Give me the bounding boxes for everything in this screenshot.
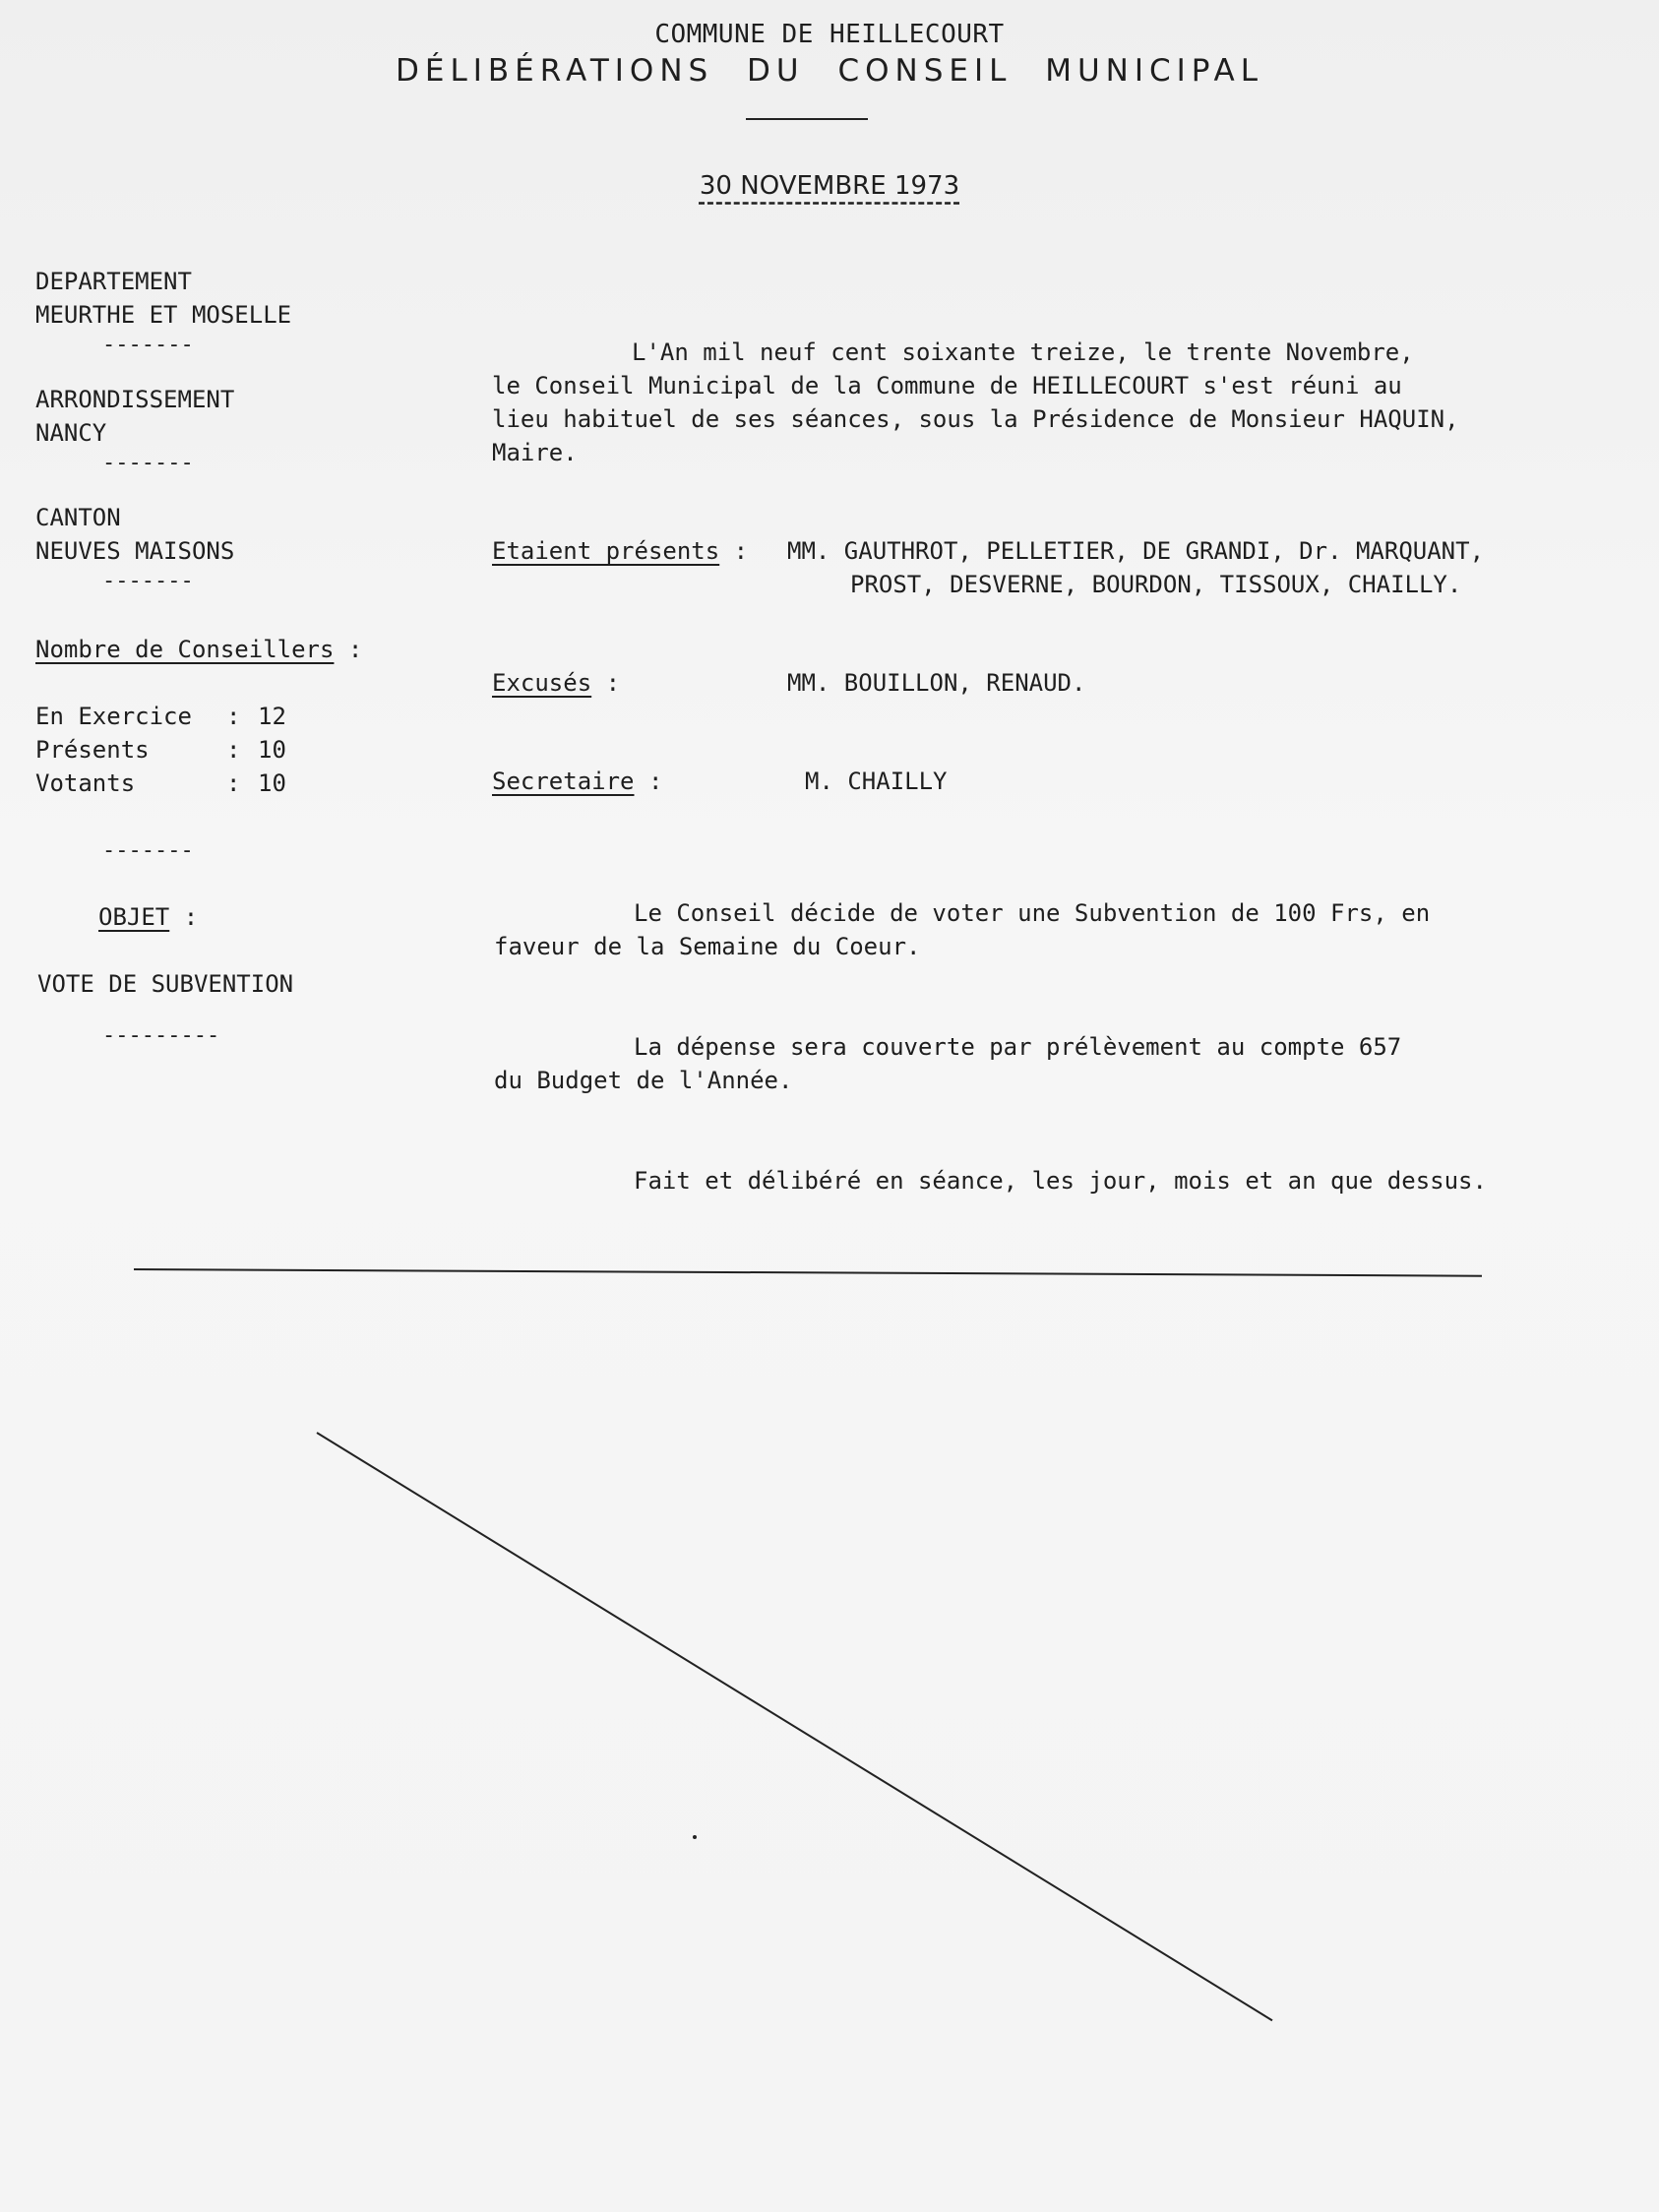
separator: ------- <box>102 451 194 475</box>
presents-names: PROST, DESVERNE, BOURDON, TISSOUX, CHAILLY. <box>850 571 1462 598</box>
secretaire-heading <box>492 768 662 795</box>
intro-line: lieu habituel de ses séances, sous la Présidence de Monsieur HAQUIN, <box>492 405 1459 433</box>
count-colon: : <box>226 736 241 764</box>
excuses-label: Excusés <box>492 669 592 697</box>
count-votants-value: 10 <box>258 769 286 797</box>
count-en-exercice-value: 12 <box>258 703 286 730</box>
count-presents-value: 10 <box>258 736 286 764</box>
canton-value: NEUVES MAISONS <box>35 537 235 565</box>
cancellation-stroke <box>316 1432 1272 2021</box>
decision-line: Le Conseil décide de voter une Subvention de 100 Frs, en <box>634 899 1431 927</box>
presents-label: Etaient présents <box>492 537 720 565</box>
secretaire-label: Secretaire <box>492 768 635 795</box>
canton-label: CANTON <box>35 504 121 531</box>
arrondissement-label: ARRONDISSEMENT <box>35 386 235 413</box>
intro-line: le Conseil Municipal de la Commune de HEILLECOURT s'est réuni au <box>492 372 1402 399</box>
depense-line: du Budget de l'Année. <box>494 1067 793 1094</box>
ink-dot <box>693 1835 697 1839</box>
count-votants-label: Votants <box>35 769 136 797</box>
intro-line: L'An mil neuf cent soixante treize, le trente Novembre, <box>632 338 1414 366</box>
header-divider <box>746 118 868 120</box>
conseillers-label: Nombre de Conseillers <box>35 636 335 663</box>
count-colon: : <box>226 703 241 730</box>
intro-line: Maire. <box>492 439 578 466</box>
presents-heading <box>492 537 748 565</box>
presents-names: MM. GAUTHROT, PELLETIER, DE GRANDI, Dr. MARQUANT, <box>787 537 1485 565</box>
objet-value: VOTE DE SUBVENTION <box>37 970 294 998</box>
departement-value: MEURTHE ET MOSELLE <box>35 301 292 329</box>
session-date-text: 30 NOVEMBRE 1973 <box>699 171 960 201</box>
presents-colon: : <box>733 537 749 565</box>
count-colon: : <box>226 769 241 797</box>
separator: ------- <box>102 569 194 593</box>
excuses-heading <box>492 669 620 697</box>
separator: ------- <box>102 838 194 863</box>
excuses-colon: : <box>605 669 621 697</box>
commune-name: COMMUNE DE HEILLECOURT <box>654 20 1005 49</box>
separator: --------- <box>102 1023 220 1048</box>
arrondissement-value: NANCY <box>35 419 107 447</box>
departement-label: DEPARTEMENT <box>35 268 192 295</box>
conseillers-heading <box>35 636 362 663</box>
secretaire-colon: : <box>647 768 663 795</box>
objet-colon: : <box>183 903 199 931</box>
secretaire-name: M. CHAILLY <box>805 768 948 795</box>
excuses-names: MM. BOUILLON, RENAUD. <box>787 669 1086 697</box>
document-title: DÉLIBÉRATIONS DU CONSEIL MUNICIPAL <box>396 53 1263 89</box>
decision-line: faveur de la Semaine du Coeur. <box>494 933 921 960</box>
closing-formula: Fait et délibéré en séance, les jour, mois et an que dessus. <box>634 1167 1487 1195</box>
objet-heading <box>98 903 198 931</box>
count-presents-label: Présents <box>35 736 150 764</box>
objet-label: OBJET <box>98 903 170 931</box>
separator: ------- <box>102 333 194 357</box>
closing-rule <box>134 1268 1482 1277</box>
session-date <box>0 171 1659 201</box>
depense-line: La dépense sera couverte par prélèvement au compte 657 <box>634 1033 1402 1061</box>
conseillers-colon: : <box>347 636 363 663</box>
count-en-exercice-label: En Exercice <box>35 703 192 730</box>
